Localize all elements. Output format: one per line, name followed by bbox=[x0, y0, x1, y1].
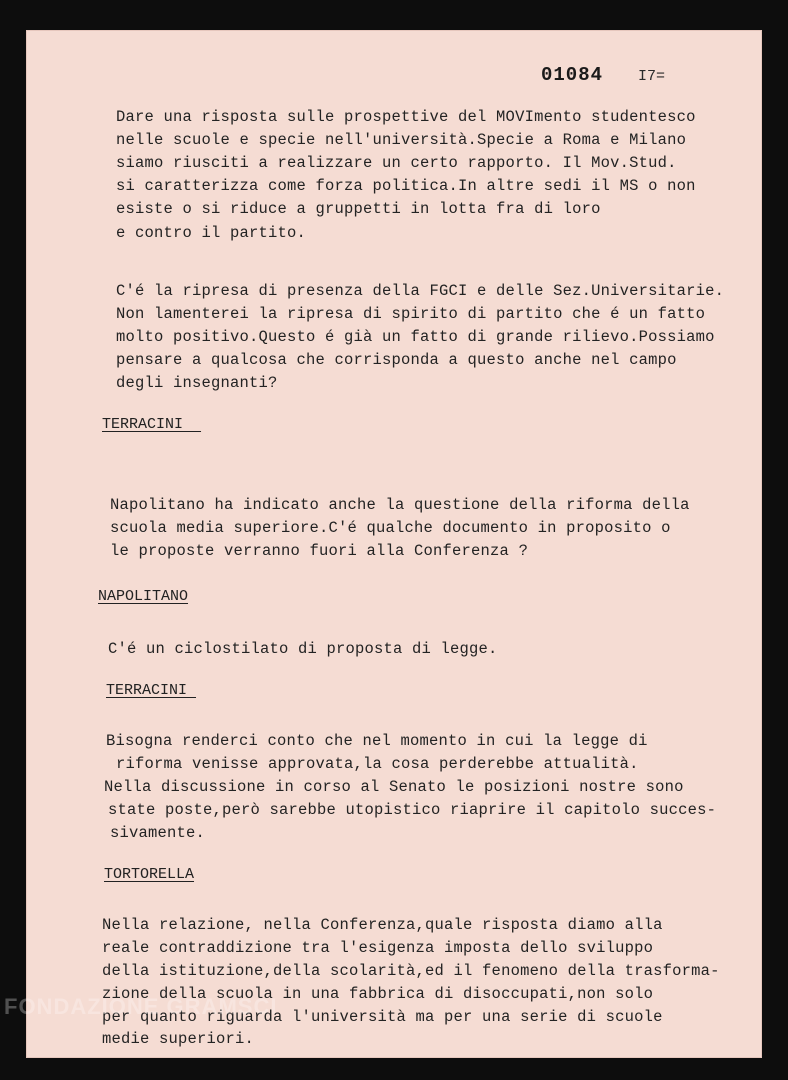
page-number: I7= bbox=[638, 68, 666, 85]
text-line: Dare una risposta sulle prospettive del MOVImento studentesco bbox=[116, 108, 696, 126]
text-line: C'é la ripresa di presenza della FGCI e delle Sez.Universitarie. bbox=[116, 282, 725, 300]
text-line: reale contraddizione tra l'esigenza imposta dello sviluppo bbox=[102, 939, 654, 957]
text-line: esiste o si riduce a gruppetti in lotta fra di loro bbox=[116, 200, 601, 218]
show-through bbox=[526, 90, 726, 110]
document-number: 01084 bbox=[541, 64, 604, 86]
text-line: pensare a qualcosa che corrisponda a questo anche nel campo bbox=[116, 351, 677, 369]
text-line: state poste,però sarebbe utopistico riaprire il capitolo succes- bbox=[108, 801, 717, 819]
archive-watermark: FONDAZIONE GRAMSCI bbox=[4, 994, 278, 1019]
text-line: Nella relazione, nella Conferenza,quale risposta diamo alla bbox=[102, 916, 663, 934]
speaker-heading: TERRACINI bbox=[102, 416, 202, 433]
text-line: si caratterizza come forza politica.In altre sedi il MS o non bbox=[116, 177, 696, 195]
text-line: medie superiori. bbox=[102, 1030, 255, 1048]
text-line: della istituzione,della scolarità,ed il fenomeno della trasforma- bbox=[102, 962, 720, 980]
text-line: Non lamenterei la ripresa di spirito di partito che é un fatto bbox=[116, 305, 706, 323]
text-line: degli insegnanti? bbox=[116, 374, 278, 392]
text-line: per quanto riguarda l'università ma per una serie di scuole bbox=[102, 1008, 663, 1026]
text-line: Bisogna renderci conto che nel momento in cui la legge di bbox=[106, 732, 648, 750]
speaker-heading: NAPOLITANO bbox=[98, 588, 189, 605]
text-line: le proposte verranno fuori alla Conferenza ? bbox=[110, 542, 529, 560]
text-line: sivamente. bbox=[110, 824, 206, 842]
speaker-heading: TORTORELLA bbox=[104, 866, 195, 883]
text-line: C'é un ciclostilato di proposta di legge. bbox=[108, 640, 498, 658]
speaker-heading: TERRACINI bbox=[106, 682, 197, 699]
text-line: scuola media superiore.C'é qualche documento in proposito o bbox=[110, 519, 671, 537]
text-line: riforma venisse approvata,la cosa perderebbe attualità. bbox=[116, 755, 639, 773]
text-line: nelle scuole e specie nell'università.Specie a Roma e Milano bbox=[116, 131, 687, 149]
text-line: Nella discussione in corso al Senato le posizioni nostre sono bbox=[104, 778, 684, 796]
text-line: e contro il partito. bbox=[116, 224, 307, 242]
text-line: Napolitano ha indicato anche la questione della riforma della bbox=[110, 496, 690, 514]
text-line: zione della scuola in una fabbrica di disoccupati,non solo bbox=[102, 985, 654, 1003]
text-line: siamo riusciti a realizzare un certo rapporto. Il Mov.Stud. bbox=[116, 154, 677, 172]
text-line: molto positivo.Questo é già un fatto di grande rilievo.Possiamo bbox=[116, 328, 715, 346]
document-page bbox=[26, 30, 762, 1058]
